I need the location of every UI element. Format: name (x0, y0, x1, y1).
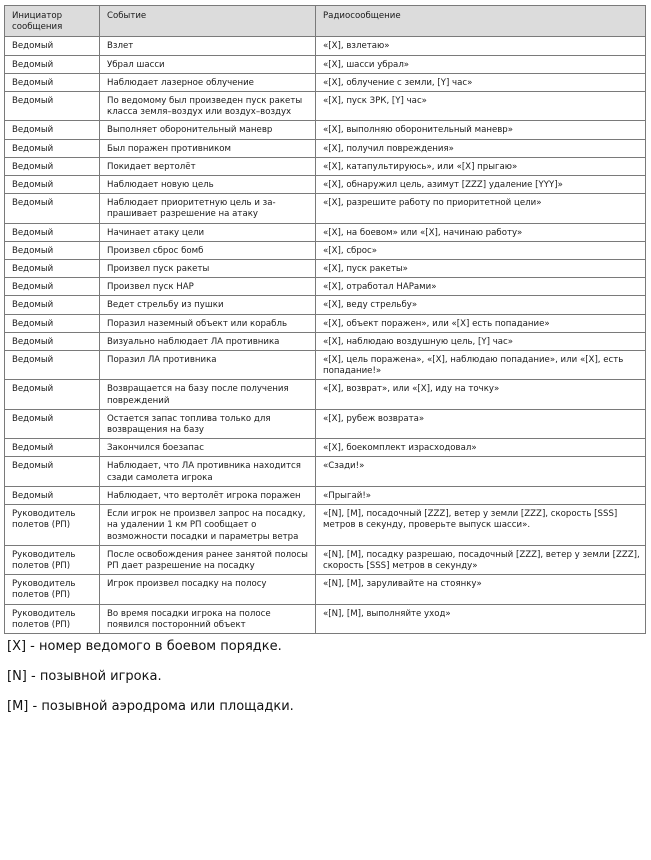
radio-messages-table (4, 5, 646, 634)
cell-event: Во время посадки игрока на полосе появился посторонний объект (100, 604, 316, 633)
cell-message: «[X], объект поражен», или «[X] есть попадание» (316, 314, 646, 332)
cell-message: «[X], катапультируюсь», или «[X] прыгаю» (316, 157, 646, 175)
table-row (5, 260, 646, 278)
legend-x: [X] - номер ведомого в боевом порядке. (7, 638, 282, 654)
cell-event: Покидает вертолёт (100, 157, 316, 175)
table-row (5, 296, 646, 314)
cell-initiator: Ведомый (5, 380, 100, 409)
cell-initiator: Руководитель полетов (РП) (5, 575, 100, 604)
cell-event: Остается запас топлива только для возвращения на базу (100, 409, 316, 438)
cell-initiator: Ведомый (5, 332, 100, 350)
cell-initiator: Ведомый (5, 139, 100, 157)
cell-message: «[X], на боевом» или «[X], начинаю работу» (316, 223, 646, 241)
cell-message: «[X], рубеж возврата» (316, 409, 646, 438)
cell-message: «[X], цель поражена», «[X], наблюдаю попадание», или «[X], есть попадание!» (316, 351, 646, 380)
cell-event: Возвращается на базу после получения повреждений (100, 380, 316, 409)
table-row (5, 486, 646, 504)
cell-message: «[X], сброс» (316, 241, 646, 259)
cell-message: «Сзади!» (316, 457, 646, 486)
cell-message: «[N], [M], посадку разрешаю, посадочный [ZZZ], ветер у земли [ZZZ], скорость [SSS] метров в секунду» (316, 545, 646, 574)
cell-event: Был поражен противником (100, 139, 316, 157)
cell-initiator: Ведомый (5, 223, 100, 241)
legend-m: [M] - позывной аэродрома или площадки. (7, 698, 294, 714)
cell-initiator: Ведомый (5, 37, 100, 55)
cell-initiator: Ведомый (5, 194, 100, 223)
cell-initiator: Руководитель полетов (РП) (5, 505, 100, 546)
cell-message: «[N], [M], выполняйте уход» (316, 604, 646, 633)
cell-event: Произвел пуск ракеты (100, 260, 316, 278)
radio-messages-document (4, 5, 645, 714)
table-row (5, 409, 646, 438)
table-row (5, 157, 646, 175)
table-row (5, 380, 646, 409)
cell-event: Наблюдает лазерное облучение (100, 73, 316, 91)
cell-initiator: Ведомый (5, 296, 100, 314)
table-row (5, 92, 646, 121)
cell-initiator: Ведомый (5, 314, 100, 332)
cell-event: Наблюдает новую цель (100, 176, 316, 194)
cell-event: После освобождения ранее занятой полосы РП дает разрешение на посадку (100, 545, 316, 574)
cell-event: Поразил наземный объект или корабль (100, 314, 316, 332)
cell-message: «[X], отработал НАРами» (316, 278, 646, 296)
table-row (5, 73, 646, 91)
table-body (5, 37, 646, 634)
cell-message: «Прыгай!» (316, 486, 646, 504)
cell-event: По ведомому был произведен пуск ракеты класса земля–воздух или воздух–воздух (100, 92, 316, 121)
cell-message: «[N], [M], заруливайте на стоянку» (316, 575, 646, 604)
table-row (5, 139, 646, 157)
table-row (5, 505, 646, 546)
legend-n: [N] - позывной игрока. (7, 668, 162, 684)
table-row (5, 575, 646, 604)
cell-initiator: Руководитель полетов (РП) (5, 545, 100, 574)
cell-initiator: Ведомый (5, 157, 100, 175)
cell-event: Произвел пуск НАР (100, 278, 316, 296)
cell-initiator: Ведомый (5, 409, 100, 438)
cell-message: «[X], облучение с земли, [Y] час» (316, 73, 646, 91)
cell-event: Произвел сброс бомб (100, 241, 316, 259)
column-header-initiator: Инициатор сообщения (5, 6, 100, 37)
table-row (5, 37, 646, 55)
cell-event: Начинает атаку цели (100, 223, 316, 241)
table-row (5, 332, 646, 350)
cell-message: «[X], шасси убрал» (316, 55, 646, 73)
cell-initiator: Ведомый (5, 260, 100, 278)
cell-event: Если игрок не произвел запрос на посадку, на удалении 1 км РП сообщает о возможности посадки и параметры ветра (100, 505, 316, 546)
cell-initiator: Ведомый (5, 457, 100, 486)
table-row (5, 457, 646, 486)
cell-message: «[X], пуск ракеты» (316, 260, 646, 278)
cell-event: Наблюдает, что вертолёт игрока поражен (100, 486, 316, 504)
cell-initiator: Ведомый (5, 486, 100, 504)
table-row (5, 194, 646, 223)
cell-initiator: Ведомый (5, 241, 100, 259)
cell-message: «[X], обнаружил цель, азимут [ZZZ] удаление [YYY]» (316, 176, 646, 194)
table-row (5, 121, 646, 139)
table-row (5, 176, 646, 194)
table-row (5, 223, 646, 241)
cell-initiator: Ведомый (5, 121, 100, 139)
cell-message: «[X], веду стрельбу» (316, 296, 646, 314)
table-row (5, 241, 646, 259)
table-header-row (5, 6, 646, 37)
cell-event: Игрок произвел посадку на полосу (100, 575, 316, 604)
table-row (5, 314, 646, 332)
cell-event: Визуально наблюдает ЛА противника (100, 332, 316, 350)
cell-event: Закончился боезапас (100, 439, 316, 457)
column-header-event: Событие (100, 6, 316, 37)
table-row (5, 351, 646, 380)
cell-message: «[X], пуск ЗРК, [Y] час» (316, 92, 646, 121)
cell-initiator: Руководитель полетов (РП) (5, 604, 100, 633)
cell-initiator: Ведомый (5, 351, 100, 380)
cell-initiator: Ведомый (5, 278, 100, 296)
cell-initiator: Ведомый (5, 73, 100, 91)
cell-message: «[X], возврат», или «[X], иду на точку» (316, 380, 646, 409)
cell-initiator: Ведомый (5, 439, 100, 457)
cell-message: «[X], наблюдаю воздушную цель, [Y] час» (316, 332, 646, 350)
cell-event: Выполняет оборонительный маневр (100, 121, 316, 139)
cell-event: Поразил ЛА противника (100, 351, 316, 380)
cell-message: «[X], выполняю оборонительный маневр» (316, 121, 646, 139)
cell-message: «[N], [M], посадочный [ZZZ], ветер у земли [ZZZ], скорость [SSS] метров в секунду, проверьте выпуск шасси». (316, 505, 646, 546)
cell-message: «[X], получил повреждения» (316, 139, 646, 157)
table-row (5, 55, 646, 73)
cell-message: «[X], боекомплект израсходовал» (316, 439, 646, 457)
table-row (5, 545, 646, 574)
cell-event: Наблюдает, что ЛА противника находится сзади самолета игрока (100, 457, 316, 486)
column-header-message: Радиосообщение (316, 6, 646, 37)
table-row (5, 604, 646, 633)
table-row (5, 278, 646, 296)
cell-event: Взлет (100, 37, 316, 55)
cell-message: «[X], взлетаю» (316, 37, 646, 55)
cell-event: Ведет стрельбу из пушки (100, 296, 316, 314)
cell-initiator: Ведомый (5, 176, 100, 194)
table-row (5, 439, 646, 457)
cell-message: «[X], разрешите работу по приоритетной цели» (316, 194, 646, 223)
cell-event: Наблюдает приоритетную цель и запрашивает разрешение на атаку (100, 194, 316, 223)
cell-event: Убрал шасси (100, 55, 316, 73)
cell-initiator: Ведомый (5, 92, 100, 121)
cell-initiator: Ведомый (5, 55, 100, 73)
